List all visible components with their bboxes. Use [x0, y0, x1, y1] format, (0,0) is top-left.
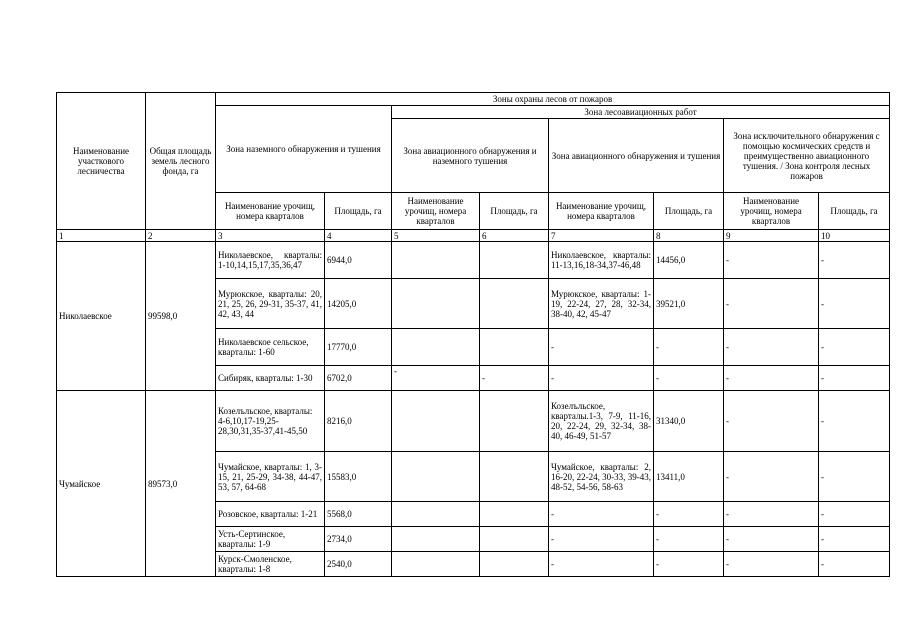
ground-area: 2540,0: [325, 552, 392, 577]
aviation-tract: Чумайское, кварталы: 2, 16-20, 22-24, 30-33, 39-43, 48-52, 54-56, 58-63: [549, 452, 654, 502]
header-tract-col9: Наименование урочищ, номера кварталов: [724, 193, 819, 230]
ground-area: 15583,0: [325, 452, 392, 502]
aviation-tract: -: [549, 552, 654, 577]
col-number: 5: [392, 230, 480, 242]
header-tract-col5: Наименование урочищ, номера кварталов: [392, 193, 480, 230]
header-ground-zone: Зона наземного обнаружения и тушения: [216, 106, 392, 193]
col-number: 3: [216, 230, 325, 242]
header-area-col8: Площадь, га: [654, 193, 724, 230]
forestry-area: 89573,0: [146, 391, 216, 577]
aviation-ground-tract: [392, 552, 480, 577]
aviation-area: 13411,0: [654, 452, 724, 502]
aviation-tract: Козелъльское, кварталы.1-3, 7-9, 11-16, 20, 22-24, 29, 32-34, 38-40, 46-49, 51-57: [549, 391, 654, 452]
header-total-area: Общая площадь земель лесного фонда, га: [146, 93, 216, 230]
header-area-col10: Площадь, га: [819, 193, 890, 230]
aviation-ground-tract: [392, 279, 480, 329]
aviation-area: 31340,0: [654, 391, 724, 452]
exclusive-tract: -: [724, 527, 819, 552]
exclusive-area: -: [819, 279, 890, 329]
aviation-ground-area: [480, 552, 549, 577]
exclusive-area: -: [819, 242, 890, 279]
col-number: 1: [57, 230, 146, 242]
exclusive-tract: -: [724, 279, 819, 329]
table-row: [57, 391, 890, 452]
forestry-name: Чумайское: [57, 391, 146, 577]
ground-tract: Усть-Сертинское, кварталы: 1-9: [216, 527, 325, 552]
ground-tract: Козелъльское, кварталы: 4-6,10,17-19,25-28,30,31,35-37,41-45,50: [216, 391, 325, 452]
aviation-ground-area: [480, 329, 549, 366]
header-aviation-zone: Зона авиационного обнаружения и тушения: [549, 119, 724, 193]
ground-area: 5568,0: [325, 502, 392, 527]
col-number: 2: [146, 230, 216, 242]
ground-area: 6944,0: [325, 242, 392, 279]
col-number: 10: [819, 230, 890, 242]
exclusive-area: -: [819, 452, 890, 502]
ground-tract: Сибиряк, кварталы: 1-30: [216, 366, 325, 391]
aviation-ground-area: -: [480, 366, 549, 391]
col-number: 8: [654, 230, 724, 242]
forest-fire-zones-table: [56, 92, 890, 577]
col-number: 7: [549, 230, 654, 242]
header-tract-col3: Наименование урочищ, номера кварталов: [216, 193, 325, 230]
ground-area: 14205,0: [325, 279, 392, 329]
header-area-col6: Площадь, га: [480, 193, 549, 230]
aviation-ground-tract: [392, 391, 480, 452]
aviation-ground-tract: [392, 329, 480, 366]
ground-area: 6702,0: [325, 366, 392, 391]
aviation-area: -: [654, 329, 724, 366]
col-number: 6: [480, 230, 549, 242]
col-number: 9: [724, 230, 819, 242]
exclusive-area: -: [819, 527, 890, 552]
aviation-tract: Николаевское, кварталы: 11-13,16,18-34,37-46,48: [549, 242, 654, 279]
aviation-ground-area: [480, 242, 549, 279]
ground-tract: Николаевское сельское, кварталы: 1-60: [216, 329, 325, 366]
aviation-ground-area: [480, 452, 549, 502]
exclusive-area: -: [819, 502, 890, 527]
aviation-area: 39521,0: [654, 279, 724, 329]
header-area-col4: Площадь, га: [325, 193, 392, 230]
aviation-area: -: [654, 502, 724, 527]
ground-tract: Мурюкское, кварталы: 20, 21, 25, 26, 29-31, 35-37, 41, 42, 43, 44: [216, 279, 325, 329]
aviation-ground-tract: [392, 527, 480, 552]
aviation-ground-area: [480, 391, 549, 452]
header-aviation-ground-zone: Зона авиационного обнаружения и наземного тушения: [392, 119, 549, 193]
ground-area: 17770,0: [325, 329, 392, 366]
aviation-tract: -: [549, 329, 654, 366]
aviation-area: 14456,0: [654, 242, 724, 279]
header-name: Наименование участкового лесничества: [57, 93, 146, 230]
aviation-ground-area: [480, 502, 549, 527]
forestry-name: Николаевское: [57, 242, 146, 391]
forestry-area: 99598,0: [146, 242, 216, 391]
exclusive-tract: -: [724, 452, 819, 502]
aviation-area: -: [654, 552, 724, 577]
aviation-ground-tract: [392, 452, 480, 502]
exclusive-tract: -: [724, 502, 819, 527]
aviation-tract: -: [549, 502, 654, 527]
aviation-ground-area: [480, 527, 549, 552]
exclusive-tract: -: [724, 552, 819, 577]
aviation-ground-tract: [392, 242, 480, 279]
aviation-area: -: [654, 527, 724, 552]
ground-tract: Розовское, кварталы: 1-21: [216, 502, 325, 527]
exclusive-tract: -: [724, 329, 819, 366]
exclusive-area: -: [819, 391, 890, 452]
header-exclusive-zone: Зона исключительного обнаружения с помощью космических средств и преимущественно авиационного тушения. / Зона контроля лесных пожаров: [724, 119, 890, 193]
ground-tract: Николаевское, кварталы: 1-10,14,15,17,35,36,47: [216, 242, 325, 279]
aviation-area: -: [654, 366, 724, 391]
aviation-ground-tract: [392, 502, 480, 527]
aviation-ground-area: [480, 279, 549, 329]
exclusive-tract: -: [724, 242, 819, 279]
exclusive-area: -: [819, 552, 890, 577]
exclusive-tract: -: [724, 366, 819, 391]
aviation-ground-tract: -: [392, 366, 480, 391]
col-number: 4: [325, 230, 392, 242]
exclusive-area: -: [819, 366, 890, 391]
ground-area: 8216,0: [325, 391, 392, 452]
ground-area: 2734,0: [325, 527, 392, 552]
table-row: [57, 242, 890, 279]
exclusive-area: -: [819, 329, 890, 366]
aviation-tract: -: [549, 527, 654, 552]
header-tract-col7: Наименование урочищ, номера кварталов: [549, 193, 654, 230]
header-zones-title: Зоны охраны лесов от пожаров: [216, 93, 890, 106]
aviation-tract: -: [549, 366, 654, 391]
ground-tract: Курск-Смоленское, кварталы: 1-8: [216, 552, 325, 577]
header-aviation-works: Зона лесоавиационных работ: [392, 106, 890, 119]
aviation-tract: Мурюкское, кварталы: 1-19, 22-24, 27, 28, 32-34, 38-40, 42, 45-47: [549, 279, 654, 329]
exclusive-tract: -: [724, 391, 819, 452]
ground-tract: Чумайское, кварталы: 1, 3-15, 21, 25-29, 34-38, 44-47, 53, 57, 64-68: [216, 452, 325, 502]
